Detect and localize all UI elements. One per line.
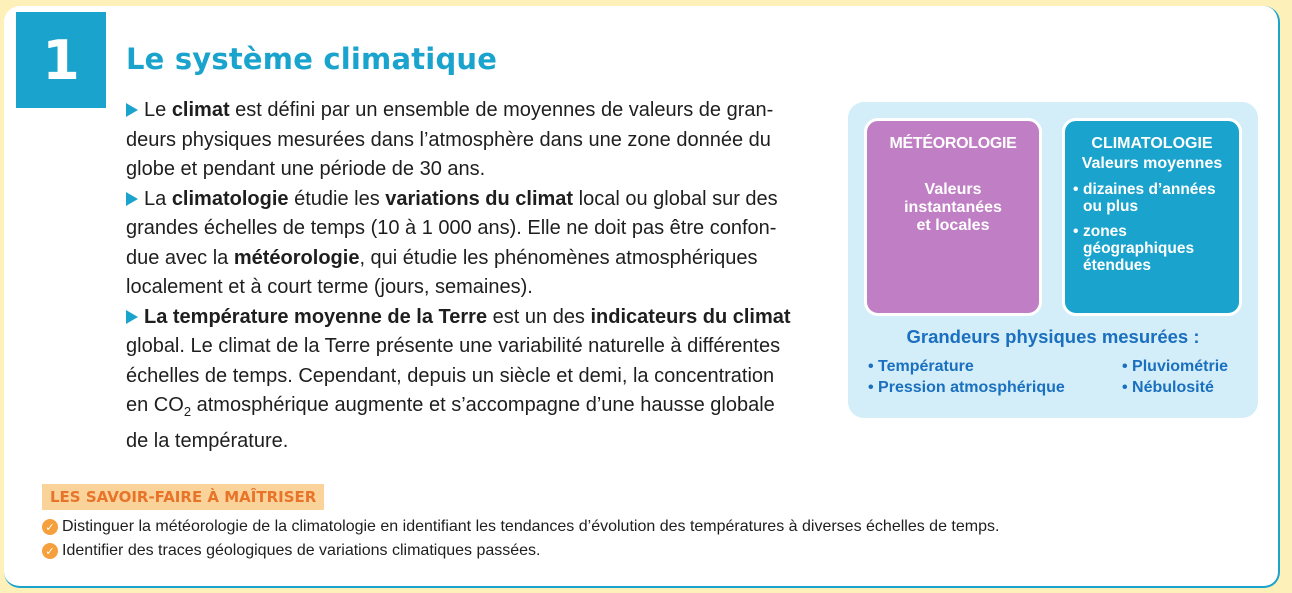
arrow-bullet-icon [126,192,138,206]
bold-term: variations du climat [385,187,574,210]
list-item: • dizaines d’années ou plus [1073,181,1233,215]
text-run: étudie les [288,187,386,210]
text-run: est défini par un ensemble de moyennes de valeurs de gran- [229,99,774,121]
savoir-faire-item [42,518,999,536]
text-run: est un des [487,305,591,328]
list-item: • zones géographiques étendues [1073,223,1193,274]
text-run: due avec la [126,246,234,269]
text-run: , qui étudie les phénomènes atmosphériques [359,246,758,269]
paragraph-climatologie [126,185,826,303]
climatologie-box [1062,118,1242,316]
meteorologie-title: MÉTÉOROLOGIE [889,135,1017,152]
bold-term: météorologie [233,246,360,269]
paragraph-climat [126,96,826,185]
section-title: Le système climatique [126,42,498,76]
check-icon: ✓ [42,543,58,559]
arrow-bullet-icon [126,310,138,324]
savoir-faire-text: Distinguer la météorologie de la climatologie en identifiant les tendances d’évolution des températures à diverses échelles de temps. [62,518,1000,535]
text-line: Valeurs [924,181,982,198]
text-line: de la température. [126,429,289,452]
grandeur-pression: • Pression atmosphérique [868,379,1065,396]
grandeurs-title: Grandeurs physiques mesurées : [906,326,1200,347]
text-line: globe et pendant une période de 30 ans. [126,158,486,180]
bold-term: indicateurs du climat [590,305,791,328]
climatologie-title: CLIMATOLOGIE [1091,135,1213,152]
section-number: 1 [16,12,106,108]
bold-term: climatologie [171,187,289,210]
text-line: instantanées [904,199,1002,216]
arrow-bullet-icon [126,103,138,117]
text-run: La [144,187,172,210]
text-line: échelles de temps. Cependant, depuis un siècle et demi, la concentration [126,364,775,387]
text-line: global. Le climat de la Terre présente une variabilité naturelle à différentes [126,335,781,357]
meteorologie-description [867,181,1039,235]
bold-term: climat [171,99,230,121]
text-run: local ou global sur des [573,187,778,210]
bold-term: La température moyenne de la Terre [144,305,488,328]
section-card [4,6,1280,588]
text-line: deurs physiques mesurées dans l’atmosphère dans une zone donnée du [126,128,771,151]
body-text [126,96,826,456]
climatologie-list [1065,181,1239,274]
text-line: localement et à court terme (jours, semaines). [126,276,533,298]
text-line: grandes échelles de temps (10 à 1 000 ans). Elle ne doit pas être confon- [126,217,777,239]
subscript: 2 [183,404,192,419]
savoir-faire-text: Identifier des traces géologiques de variations climatiques passées. [62,542,541,559]
climatologie-subtitle: Valeurs moyennes [1081,155,1223,172]
meteorologie-box [864,118,1042,316]
savoir-faire-item [42,542,541,560]
paragraph-temperature [126,303,826,457]
text-line: et locales [916,217,990,234]
climate-diagram [848,102,1258,418]
grandeur-nebulosite: • Nébulosité [1122,379,1214,396]
text-run: Le [144,99,172,121]
grandeur-temperature: • Température [868,358,974,375]
check-icon: ✓ [42,519,58,535]
savoir-faire-label: LES SAVOIR-FAIRE À MAÎTRISER [42,484,324,510]
text-run: atmosphérique augmente et s’accompagne d’une hausse globale [191,394,775,416]
grandeur-pluviometrie: • Pluviométrie [1122,358,1229,375]
text-run: en CO [126,394,184,416]
